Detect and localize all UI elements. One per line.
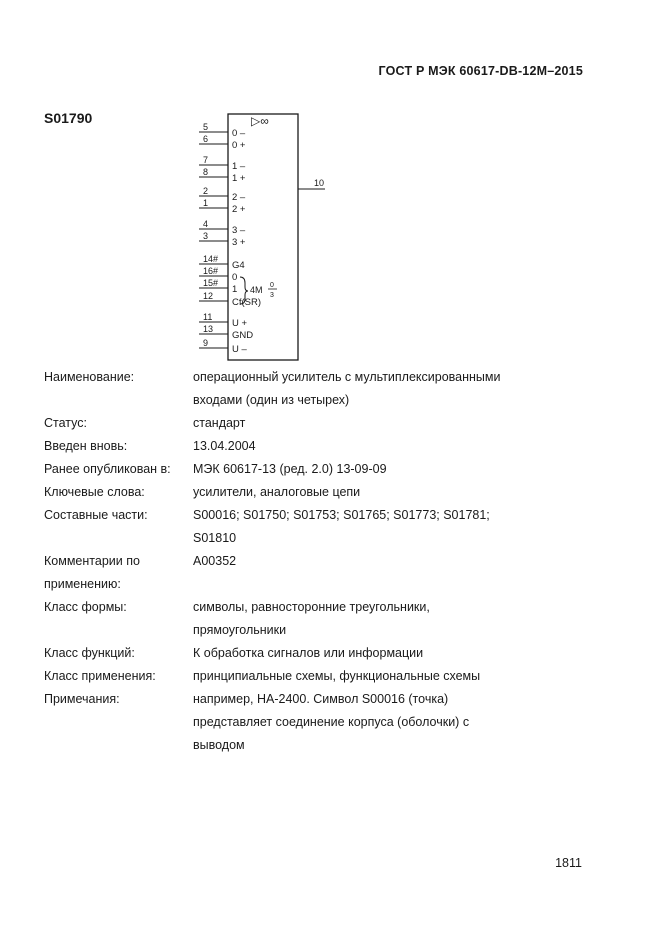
pin-number: 11 <box>203 312 213 322</box>
pin-number: 3 <box>203 231 209 241</box>
opamp-mux-symbol <box>190 112 340 362</box>
property-row <box>44 412 544 435</box>
pin-number: 2 <box>203 186 209 196</box>
property-value-line: МЭК 60617-13 (ред. 2.0) 13-09-09 <box>193 462 387 476</box>
property-value-line: входами (один из четырех) <box>193 393 350 407</box>
property-value <box>193 481 544 504</box>
amplifier-qualifier: ▷∞ <box>251 114 269 128</box>
property-value <box>193 596 544 642</box>
property-row <box>44 642 544 665</box>
property-label: Класс функций: <box>44 646 135 660</box>
property-row <box>44 665 544 688</box>
output-pin-number: 10 <box>314 178 325 188</box>
pin-number: 14# <box>203 254 219 264</box>
property-value-line: символы, равносторонние треугольники, <box>193 600 430 614</box>
property-row <box>44 596 544 642</box>
pin-label: 0 + <box>232 140 246 151</box>
property-value <box>193 642 544 665</box>
property-value-line: прямоугольники <box>193 623 287 637</box>
property-row <box>44 366 544 412</box>
property-value-line: операционный усилитель с мультиплексированными <box>193 370 501 384</box>
pin-number: 8 <box>203 167 209 177</box>
property-label: Наименование: <box>44 370 135 384</box>
property-value-line: S01810 <box>193 531 237 545</box>
property-value <box>193 366 544 412</box>
pin-label: GND <box>232 330 254 341</box>
pin-number: 4 <box>203 219 209 229</box>
pin-number: 16# <box>203 266 219 276</box>
property-row <box>44 688 544 757</box>
pin-label: 3 – <box>232 225 246 236</box>
pin-number: 9 <box>203 338 209 348</box>
property-value <box>193 412 544 435</box>
property-row <box>44 550 544 596</box>
pin-label: U + <box>232 318 248 329</box>
pin-label: 2 + <box>232 204 246 215</box>
property-label: Класс формы: <box>44 600 127 614</box>
property-value-line: выводом <box>193 738 245 752</box>
document-standard-title: ГОСТ Р МЭК 60617-DB-12M–2015 <box>378 64 583 78</box>
property-value <box>193 458 544 481</box>
property-value-line: S00016; S01750; S01753; S01765; S01773; S01781; <box>193 508 490 522</box>
property-label: Введен вновь: <box>44 439 128 453</box>
pin-number: 6 <box>203 134 209 144</box>
pin-label: Cf(SR) <box>232 297 262 308</box>
pin-number: 13 <box>203 324 214 334</box>
property-value <box>193 550 544 596</box>
pin-number: 5 <box>203 122 209 132</box>
pin-label: 2 – <box>232 192 246 203</box>
pin-label: 1 + <box>232 173 246 184</box>
pin-label: 1 <box>232 284 238 295</box>
property-row <box>44 458 544 481</box>
pin-label: 3 + <box>232 237 246 248</box>
property-row <box>44 504 544 550</box>
property-label: Ранее опубликован в: <box>44 462 171 476</box>
property-value <box>193 688 544 757</box>
property-value-line: стандарт <box>193 416 246 430</box>
pin-label: G4 <box>232 260 245 271</box>
property-label: Статус: <box>44 416 87 430</box>
pin-label: U – <box>232 344 247 355</box>
property-label: Класс применения: <box>44 669 156 683</box>
property-value <box>193 435 544 458</box>
property-label: Комментарии по применению: <box>44 554 140 591</box>
mux-label: 4M <box>250 285 263 295</box>
property-value-line: например, НА-2400. Символ S00016 (точка) <box>193 692 449 706</box>
property-row <box>44 435 544 458</box>
property-value-line: 13.04.2004 <box>193 439 256 453</box>
property-value-line: К обработка сигналов или информации <box>193 646 424 660</box>
properties-table <box>44 366 544 757</box>
pin-number: 7 <box>203 155 209 165</box>
input-pins <box>199 122 261 355</box>
property-value-line: принципиальные схемы, функциональные схемы <box>193 669 481 683</box>
circuit-symbol-diagram <box>190 112 340 362</box>
pin-number: 1 <box>203 198 209 208</box>
mux-fraction-bottom: 3 <box>270 292 274 299</box>
property-label: Составные части: <box>44 508 148 522</box>
symbol-code: S01790 <box>44 110 93 126</box>
property-value <box>193 665 544 688</box>
pin-label: 0 – <box>232 128 246 139</box>
property-label: Ключевые слова: <box>44 485 145 499</box>
pin-label: 0 <box>232 272 238 283</box>
property-value-line: представляет соединение корпуса (оболочки) с <box>193 715 470 729</box>
property-value <box>193 504 544 550</box>
property-label: Примечания: <box>44 692 120 706</box>
pin-number: 12 <box>203 291 214 301</box>
page-number: 1811 <box>555 856 582 870</box>
mux-fraction-top: 0 <box>270 282 274 289</box>
property-value-line: A00352 <box>193 554 237 568</box>
property-row <box>44 481 544 504</box>
property-value-line: усилители, аналоговые цепи <box>193 485 361 499</box>
pin-label: 1 – <box>232 161 246 172</box>
pin-number: 15# <box>203 278 219 288</box>
